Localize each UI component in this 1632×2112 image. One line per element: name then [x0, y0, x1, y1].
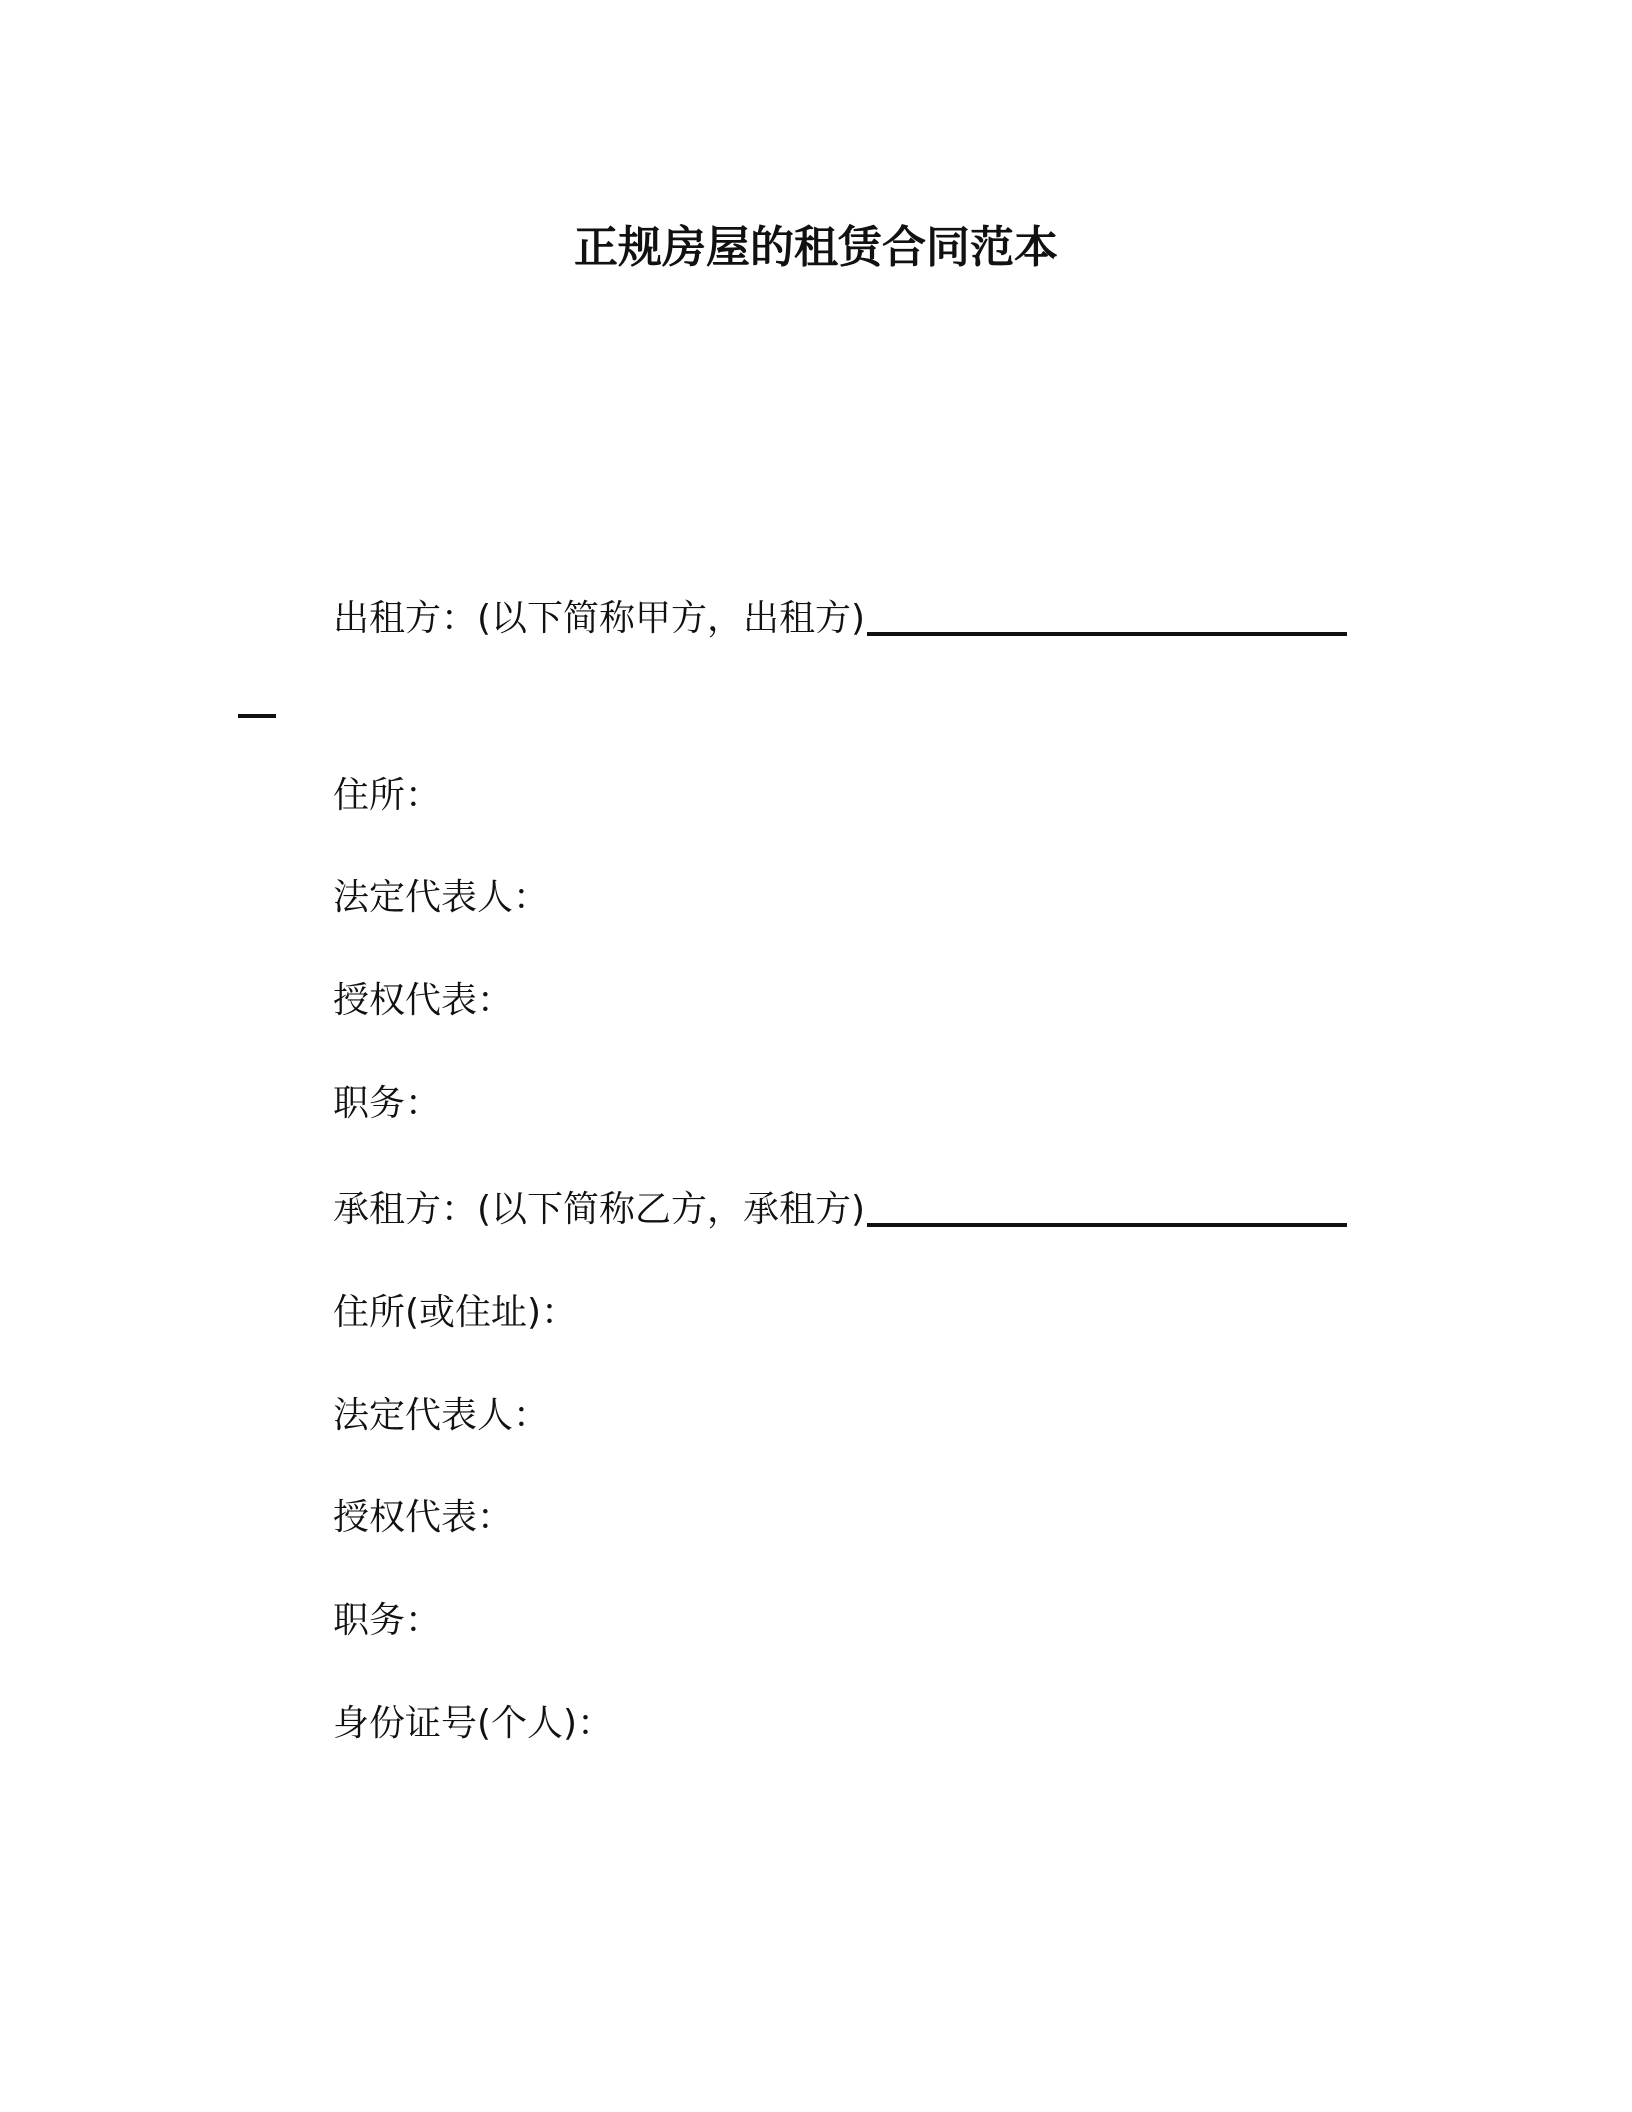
lessee-position-label: 职务：	[333, 1600, 442, 1641]
lessee-address-label: 住所(或住址)：	[333, 1292, 578, 1333]
lessor-blank-line	[867, 632, 1347, 636]
lessor-authorized-rep-label: 授权代表：	[333, 980, 514, 1021]
lessee-label: 承租方：(以下简称乙方，承租方)	[333, 1189, 866, 1230]
lessor-position-label: 职务：	[333, 1083, 442, 1124]
lessor-address-label: 住所：	[333, 775, 442, 816]
page-title: 正规房屋的租赁合同范本	[574, 222, 1058, 273]
lessor-legal-rep-label: 法定代表人：	[333, 877, 550, 918]
continuation-dash	[238, 714, 276, 718]
lessee-blank-line	[867, 1223, 1347, 1227]
lessee-id-label: 身份证号(个人)：	[333, 1703, 614, 1744]
lessor-label: 出租方：(以下简称甲方，出租方)	[333, 598, 866, 639]
lessor-line	[333, 595, 1347, 643]
lessee-line	[333, 1186, 1347, 1234]
lessee-legal-rep-label: 法定代表人：	[333, 1395, 550, 1436]
lessee-authorized-rep-label: 授权代表：	[333, 1497, 514, 1538]
